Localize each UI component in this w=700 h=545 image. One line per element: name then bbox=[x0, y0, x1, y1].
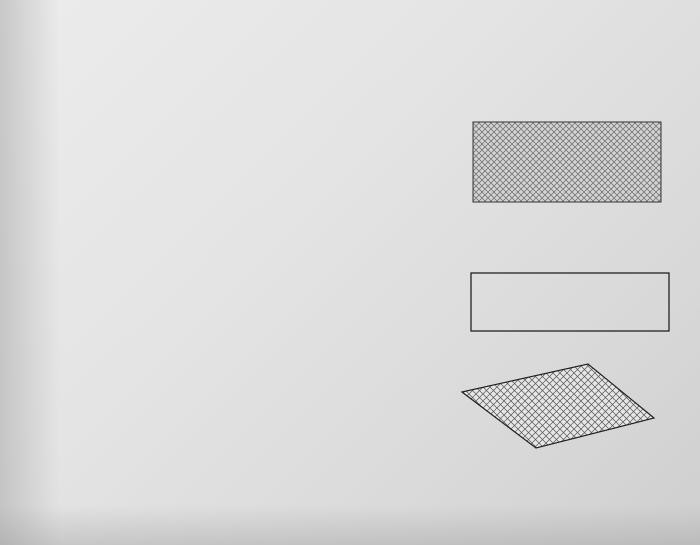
bridge-deck-plan bbox=[473, 122, 661, 202]
page-shadow-left bbox=[0, 0, 60, 545]
plan-view-diagram bbox=[464, 84, 670, 244]
page-shadow-bottom bbox=[0, 505, 700, 545]
pontoon-bridge-3d-sketch bbox=[448, 352, 674, 492]
section-outline bbox=[471, 273, 669, 331]
bridge-deck-3d bbox=[462, 364, 654, 448]
section-view-diagram bbox=[470, 272, 672, 334]
